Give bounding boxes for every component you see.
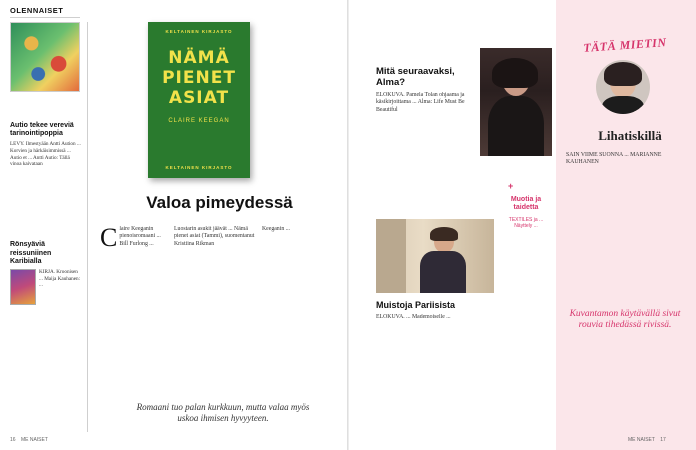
main-article-col1 (100, 223, 168, 386)
folio-left (10, 437, 48, 443)
book-cover (148, 22, 250, 178)
column-body: SAIN VIIME SUONNA ... MARIANNE KAUHANEN (566, 152, 662, 166)
folio-left-page: 16 (10, 437, 16, 443)
pink-plus-icon: + (508, 181, 514, 191)
column-title: Lihatiskillä (598, 128, 662, 143)
main-pull-quote: Romaani tuo palan kurkkuun, mutta valaa myös uskoa ihmisen hyvyyteen. (136, 402, 310, 423)
sidebar-text-1: LEVY. Ilmestyään Antti Aution ... Korvien ja härkäisimmissä ... Autio et ... Antti Autio: Tällä vinoa kaivataan (10, 141, 81, 168)
sidebar-title-2: Rönsyäviä reissuniinen Karibialla (10, 241, 52, 265)
sidebar-column (10, 22, 82, 437)
sidebar-title-1: Autio tekee vereviä tarinointipoppia (10, 122, 74, 138)
cover-author: CLAIRE KEEGAN (168, 118, 230, 124)
section-label: OLENNAISET (10, 6, 64, 15)
column-divider (87, 22, 88, 432)
folio-left-brand: ME NAISET (20, 437, 48, 443)
book-thumbnail (10, 269, 36, 305)
alma-photo (480, 48, 552, 156)
pink-box-body: TEXTILES ja ... Näyttely ... (508, 217, 544, 230)
folio-right-brand: ME NAISET (628, 437, 655, 443)
album-art (10, 22, 80, 92)
main-headline: Valoa pimeydessä (146, 193, 293, 212)
column-kicker: TÄTÄ MIETIN (582, 35, 667, 55)
sidebar-text-2: KIRJA. Kroonisen ... Maija Kauhanen: ... (39, 269, 81, 289)
main-article-col3: Keeganin ... (262, 226, 291, 232)
columnist-photo (596, 60, 650, 114)
muistoja-headline: Muistoja Pariisista (376, 300, 456, 310)
main-article-col2: Luostarin asukit jäävät ... Nämä pienet asiat (Tammi), suomentanut Kristiina Rikman (174, 226, 255, 247)
cover-publisher-top: KELTAINEN KIRJASTO (165, 29, 233, 34)
cover-title (148, 48, 250, 108)
folio-right-page: 17 (660, 437, 666, 443)
paris-photo (376, 219, 494, 293)
alma-headline: Mitä seuraavaksi, Alma? (376, 66, 455, 88)
folio-right (628, 437, 666, 443)
alma-body: ELOKUVA. Pamela Tolan ohjaama ja käsikirjoittama ... Alma: Life Must Be Beautiful (376, 92, 465, 113)
cover-title-line1: NÄMÄ (168, 48, 230, 68)
column-pull-quote: Kuvantamon käytävällä sivut rouvia tihedässä rivissä. (566, 306, 684, 333)
pink-box-title: Muotia ja taidetta (510, 196, 542, 211)
section-rule (10, 17, 80, 18)
cover-title-line3: ASIAT (168, 88, 230, 108)
cover-title-line2: PIENET (162, 68, 236, 88)
cover-publisher-bottom: KELTAINEN KIRJASTO (165, 165, 233, 170)
dropcap: C (100, 223, 118, 252)
main-article-col1-text: laire Keeganin pienoisromaani ... Bill Furlong ... (119, 226, 161, 247)
muistoja-body: ELOKUVA. ... Mademoiselle ... (376, 314, 451, 320)
